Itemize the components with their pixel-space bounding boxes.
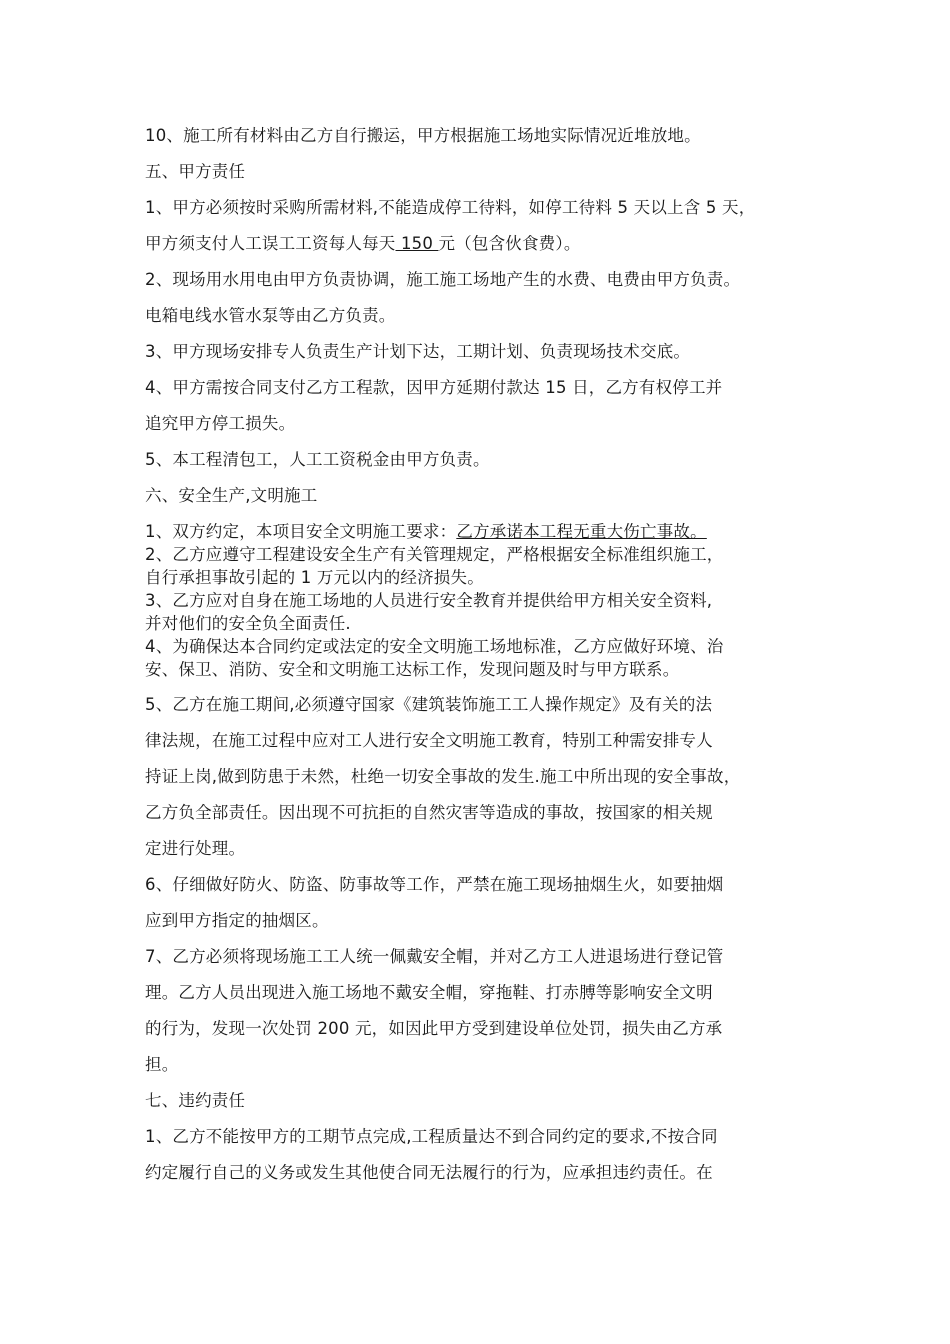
- clause-7-1-line-2: 约定履行自己的义务或发生其他使合同无法履行的行为，应承担违约责任。在: [145, 1163, 713, 1182]
- clause-5-2-line-2: 电箱电线水管水泵等由乙方负责。: [145, 306, 396, 325]
- clause-5-1-line-2: [145, 226, 835, 262]
- clause-5-1-line-1: 1、甲方必须按时采购所需材料,不能造成停工待料，如停工待料 5 天以上含 5 天，: [145, 198, 756, 217]
- clause-6-2-line-2: 自行承担事故引起的 1 万元以内的经济损失。: [145, 568, 484, 587]
- clause-6-5-line-5: 定进行处理。: [145, 839, 246, 858]
- clause-5-4-line-2: 追究甲方停工损失。: [145, 414, 296, 433]
- safety-commitment: 乙方承诺本工程无重大伤亡事故。: [456, 522, 707, 541]
- section-6-heading: 六、安全生产,文明施工: [145, 486, 318, 505]
- clause-6-7-line-3: 的行为，发现一次处罚 200 元，如因此甲方受到建设单位处罚，损失由乙方承: [145, 1019, 723, 1038]
- clause-5-3: 3、甲方现场安排专人负责生产计划下达，工期计划、负责现场技术交底。: [145, 342, 691, 361]
- clause-5-4-line-1: 4、甲方需按合同支付乙方工程款，因甲方延期付款达 15 日，乙方有权停工并: [145, 378, 723, 397]
- clause-6-7-line-4: 担。: [145, 1055, 179, 1074]
- clause-6-5-line-3: 持证上岗,做到防患于未然，杜绝一切安全事故的发生.施工中所出现的安全事故，: [145, 767, 741, 786]
- clause-6-1: [145, 520, 835, 543]
- clause-7-1-line-1: 1、乙方不能按甲方的工期节点完成,工程质量达不到合同约定的要求,不按合同: [145, 1127, 718, 1146]
- section-5-heading: 五、甲方责任: [145, 162, 246, 181]
- clause-6-6-line-1: 6、仔细做好防火、防盗、防事故等工作，严禁在施工现场抽烟生火，如要抽烟: [145, 875, 724, 894]
- document-body: [145, 118, 835, 1191]
- clause-5-2-line-1: 2、现场用水用电由甲方负责协调，施工施工场地产生的水费、电费由甲方负责。: [145, 270, 741, 289]
- clause-6-5-line-2: 律法规，在施工过程中应对工人进行安全文明施工教育，特别工种需安排专人: [145, 731, 713, 750]
- clause-5-1-text: 甲方须支付人工误工工资每人每天: [145, 234, 396, 253]
- clause-10-materials: 10、施工所有材料由乙方自行搬运，甲方根据施工场地实际情况近堆放地。: [145, 126, 701, 145]
- clause-6-6-line-2: 应到甲方指定的抽烟区。: [145, 911, 329, 930]
- clause-6-1-text: 1、双方约定，本项目安全文明施工要求：: [145, 522, 457, 541]
- clause-6-3-line-1: 3、乙方应对自身在施工场地的人员进行安全教育并提供给甲方相关安全资料,: [145, 591, 713, 610]
- clause-6-7-line-2: 理。乙方人员出现进入施工场地不戴安全帽，穿拖鞋、打赤膊等影响安全文明: [145, 983, 713, 1002]
- clause-6-3-line-2: 并对他们的安全负全面责任.: [145, 614, 351, 633]
- clause-6-2-line-1: 2、乙方应遵守工程建设安全生产有关管理规定，严格根据安全标准组织施工，: [145, 545, 724, 564]
- clause-6-5-line-4: 乙方负全部责任。因出现不可抗拒的自然灾害等造成的事故，按国家的相关规: [145, 803, 713, 822]
- clause-6-7-line-1: 7、乙方必须将现场施工工人统一佩戴安全帽，并对乙方工人进退场进行登记管: [145, 947, 724, 966]
- clause-6-4-line-1: 4、为确保达本合同约定或法定的安全文明施工场地标准，乙方应做好环境、治: [145, 637, 724, 656]
- clause-5-1-tail: 元（包含伙食费）。: [438, 234, 581, 253]
- safety-clauses-block: [145, 520, 835, 681]
- daily-wage-amount: 150: [395, 234, 439, 253]
- clause-6-4-line-2: 安、保卫、消防、安全和文明施工达标工作，发现问题及时与甲方联系。: [145, 660, 680, 679]
- clause-6-5-line-1: 5、乙方在施工期间,必须遵守国家《建筑装饰施工工人操作规定》及有关的法: [145, 695, 713, 714]
- section-7-heading: 七、违约责任: [145, 1091, 246, 1110]
- clause-5-5: 5、本工程清包工，人工工资税金由甲方负责。: [145, 450, 490, 469]
